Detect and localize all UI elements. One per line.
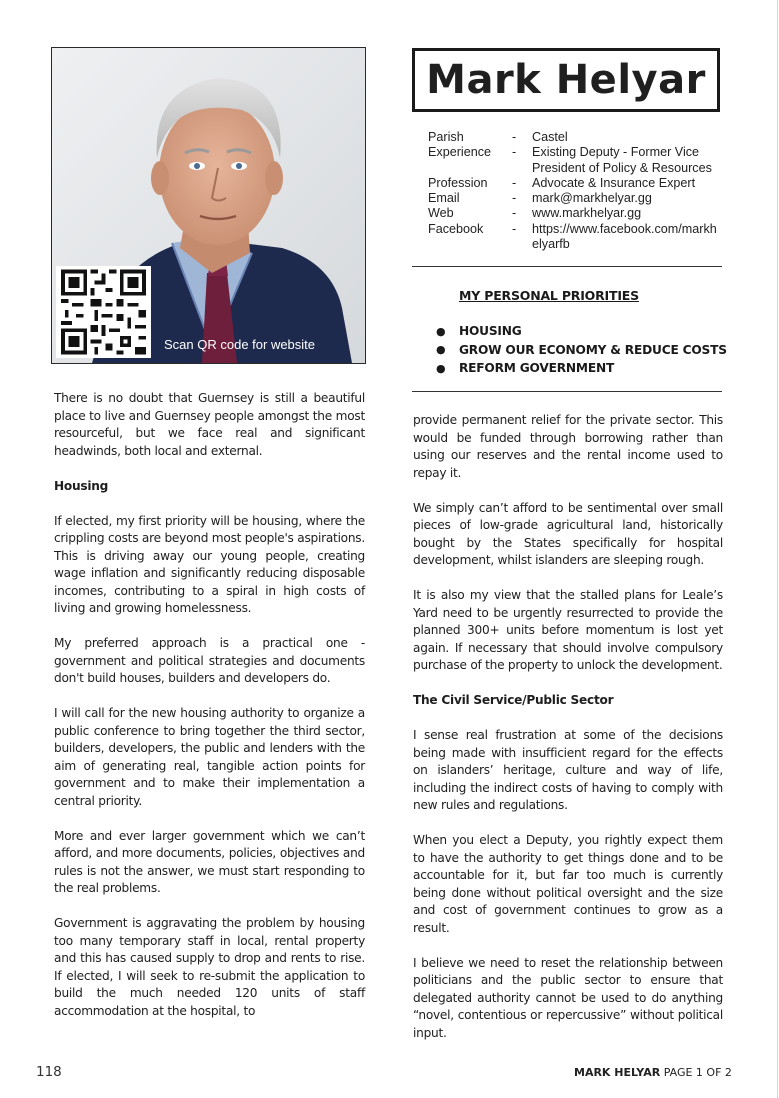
divider (412, 391, 722, 392)
paragraph: If elected, my first priority will be housing, where the crippling costs are beyond most people's aspirations. This is driving away our young people, creating wage inflation and significantly reducing disposable incomes, contributing to a spiral in high costs of living and growing homelessness. (54, 513, 365, 615)
paragraph: I sense real frustration at some of the decisions being made with insufficient regard for the effects on islanders’ heritage, culture and way of life, including the indirect costs of having to comply with new rules and regulations. (413, 728, 723, 812)
page-number: 118 (36, 1064, 62, 1080)
candidate-info (428, 130, 728, 252)
website-link[interactable]: www.markhelyar.gg (532, 206, 642, 221)
info-dash: - (512, 206, 517, 221)
footer-name: MARK HELYAR (574, 1066, 661, 1079)
info-value: Advocate & Insurance Expert (532, 175, 696, 190)
priorities-list (436, 322, 727, 378)
bullet-icon: ● (436, 361, 446, 375)
priority-label: GROW OUR ECONOMY & REDUCE COSTS (459, 342, 727, 357)
footer-label (574, 1066, 732, 1079)
paragraph: We simply can’t afford to be sentimental over small pieces of low-grade agricultural land, historically bought by the States specifically for hospital development, whilst islanders are sleeping rough. (413, 500, 723, 567)
info-dash: - (512, 130, 517, 144)
name-box (412, 48, 720, 112)
qr-caption: Scan QR code for website (164, 337, 316, 352)
list-item (436, 359, 727, 378)
candidate-photo (51, 47, 366, 364)
right-column (413, 412, 723, 1060)
info-label: Experience (428, 145, 492, 160)
paragraph: When you elect a Deputy, you rightly expect them to have the authority to get things done and to be accountable for it, but far too much is currently being done without political oversight and the size and cost of government continues to grow as a result. (413, 833, 723, 935)
info-dash: - (512, 221, 517, 236)
facebook-link[interactable]: https://www.facebook.com/markhelyarfb (532, 221, 717, 252)
paragraph: provide permanent relief for the private sector. This would be funded through borrowing rather than using our reserves and the rental income used to repay it. (413, 413, 723, 480)
info-row-profession (428, 176, 728, 191)
paragraph: Government is aggravating the problem by housing too many temporary staff in local, rental property and this has caused supply to drop and rents to rise. If elected, I will seek to re-submit the application to build the much needed 120 units of staff accommodation at the hospital, to (54, 916, 365, 1018)
list-item (436, 322, 727, 341)
qr-code-icon (56, 266, 151, 358)
section-heading-civil-service: The Civil Service/Public Sector (413, 693, 614, 707)
section-heading-housing: Housing (54, 478, 109, 493)
info-label: Email (428, 191, 460, 206)
paragraph: It is also my view that the stalled plans for Leale’s Yard need to be urgently resurrected to provide the planned 300+ units before momentum is lost yet again. If necessary that should involve compulsory purchase of the property to unlock the development. (413, 588, 723, 672)
list-item (436, 341, 727, 360)
priority-label: HOUSING (459, 324, 522, 339)
bullet-icon: ● (436, 343, 446, 357)
info-row-facebook (428, 222, 728, 253)
paragraph: I will call for the new housing authority to organize a public conference to bring together the third sector, builders, developers, the public and lenders with the aim of generating real, tangible action points for government and to make their implementation a central priority. (54, 706, 365, 808)
info-label: Profession (428, 175, 488, 190)
info-label: Facebook (428, 221, 484, 236)
info-row-parish (428, 130, 728, 145)
email-link[interactable]: mark@markhelyar.gg (532, 191, 652, 206)
paragraph: There is no doubt that Guernsey is still a beautiful place to live and Guernsey people amongst the most resourceful, but we face real and significant headwinds, both local and external. (54, 391, 365, 458)
paragraph: My preferred approach is a practical one - government and political strategies and documents don't build houses, builders and developers do. (54, 636, 365, 685)
info-dash: - (512, 191, 517, 206)
footer-page: PAGE 1 OF 2 (663, 1066, 732, 1079)
bullet-icon: ● (436, 324, 446, 338)
info-value: Castel (532, 130, 568, 144)
candidate-name: Mark Helyar (426, 57, 706, 103)
info-row-experience (428, 145, 728, 176)
qr-code[interactable] (56, 266, 151, 358)
info-row-web (428, 206, 728, 221)
page-edge (777, 0, 778, 1098)
priority-label: REFORM GOVERNMENT (459, 361, 615, 376)
divider (412, 266, 722, 267)
info-row-email (428, 191, 728, 206)
priorities-heading: MY PERSONAL PRIORITIES (459, 288, 639, 303)
info-value: Existing Deputy - Former Vice President of Policy & Resources (532, 145, 712, 175)
info-label: Web (428, 206, 454, 221)
paragraph: More and ever larger government which we can’t afford, and more documents, policies, objectives and rules is not the answer, we must start responding to the real problems. (54, 828, 365, 895)
left-column (54, 390, 365, 1038)
info-dash: - (512, 145, 517, 160)
paragraph: I believe we need to reset the relationship between politicians and the public sector to ensure that delegated authority cannot be used to do anything “novel, contentious or repercussive” without political input. (413, 955, 723, 1040)
info-dash: - (512, 175, 517, 190)
info-label: Parish (428, 130, 464, 144)
